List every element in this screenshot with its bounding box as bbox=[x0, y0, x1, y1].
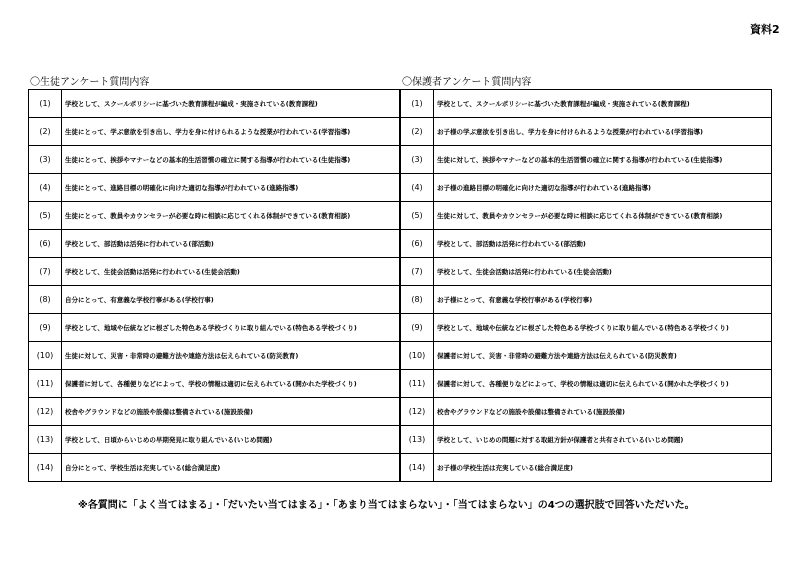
question-row bbox=[29, 342, 400, 370]
question-row bbox=[401, 454, 772, 482]
question-text: 生徒にとって、進路目標の明確化に向けた適切な指導が行われている(進路指導) bbox=[62, 174, 400, 202]
question-number: (14) bbox=[29, 454, 62, 482]
document-label: 資料2 bbox=[750, 23, 780, 36]
question-row bbox=[29, 370, 400, 398]
question-row bbox=[29, 118, 400, 146]
question-row bbox=[401, 342, 772, 370]
parent-survey-section bbox=[400, 76, 772, 482]
question-number: (7) bbox=[29, 258, 62, 286]
question-number: (11) bbox=[29, 370, 62, 398]
question-row bbox=[29, 314, 400, 342]
question-text: 学校として、部活動は活発に行われている(部活動) bbox=[62, 230, 400, 258]
question-row bbox=[29, 174, 400, 202]
question-row bbox=[401, 258, 772, 286]
question-number: (4) bbox=[29, 174, 62, 202]
question-text: 学校として、地域や伝統などに根ざした特色ある学校づくりに取り組んでいる(特色ある学校づくり) bbox=[62, 314, 400, 342]
question-text: 保護者に対して、各種便りなどによって、学校の情報は適切に伝えられている(開かれた学校づくり) bbox=[434, 370, 772, 398]
question-row bbox=[401, 146, 772, 174]
question-row bbox=[401, 398, 772, 426]
question-number: (9) bbox=[29, 314, 62, 342]
question-row bbox=[29, 286, 400, 314]
question-row bbox=[401, 202, 772, 230]
question-text: 学校として、スクールポリシーに基づいた教育課程が編成・実施されている(教育課程) bbox=[62, 90, 400, 118]
question-text: 保護者に対して、各種便りなどによって、学校の情報は適切に伝えられている(開かれた学校づくり) bbox=[62, 370, 400, 398]
question-row bbox=[401, 370, 772, 398]
question-text: 生徒に対して、教員やカウンセラーが必要な時に相談に応じてくれる体制ができている(教育相談) bbox=[434, 202, 772, 230]
question-text: 自分にとって、有意義な学校行事がある(学校行事) bbox=[62, 286, 400, 314]
question-number: (7) bbox=[401, 258, 434, 286]
question-text: 学校として、地域や伝統などに根ざした特色ある学校づくりに取り組んでいる(特色ある学校づくり) bbox=[434, 314, 772, 342]
question-number: (4) bbox=[401, 174, 434, 202]
question-number: (11) bbox=[401, 370, 434, 398]
question-text: 学校として、スクールポリシーに基づいた教育課程が編成・実施されている(教育課程) bbox=[434, 90, 772, 118]
question-number: (5) bbox=[401, 202, 434, 230]
question-row bbox=[401, 90, 772, 118]
question-row bbox=[401, 426, 772, 454]
question-text: 生徒にとって、教員やカウンセラーが必要な時に相談に応じてくれる体制ができている(教育相談) bbox=[62, 202, 400, 230]
question-number: (2) bbox=[401, 118, 434, 146]
question-number: (13) bbox=[401, 426, 434, 454]
question-text: お子様の進路目標の明確化に向けた適切な指導が行われている(進路指導) bbox=[434, 174, 772, 202]
question-text: 生徒に対して、挨拶やマナーなどの基本的生活習慣の確立に関する指導が行われている(生徒指導) bbox=[434, 146, 772, 174]
question-number: (1) bbox=[29, 90, 62, 118]
question-number: (3) bbox=[29, 146, 62, 174]
question-number: (5) bbox=[29, 202, 62, 230]
question-number: (12) bbox=[29, 398, 62, 426]
question-text: 生徒にとって、挨拶やマナーなどの基本的生活習慣の確立に関する指導が行われている(生徒指導) bbox=[62, 146, 400, 174]
question-row bbox=[401, 174, 772, 202]
question-row bbox=[29, 202, 400, 230]
question-text: お子様の学校生活は充実している(総合満足度) bbox=[434, 454, 772, 482]
question-row bbox=[29, 146, 400, 174]
question-text: 生徒に対して、災害・非常時の避難方法や連絡方法は伝えられている(防災教育) bbox=[62, 342, 400, 370]
question-number: (12) bbox=[401, 398, 434, 426]
question-text: 学校として、生徒会活動は活発に行われている(生徒会活動) bbox=[62, 258, 400, 286]
question-text: 学校として、日頃からいじめの早期発見に取り組んでいる(いじめ問題) bbox=[62, 426, 400, 454]
question-number: (8) bbox=[401, 286, 434, 314]
question-row bbox=[29, 398, 400, 426]
parent-survey-table bbox=[400, 89, 772, 482]
question-number: (10) bbox=[29, 342, 62, 370]
question-row bbox=[401, 314, 772, 342]
question-number: (10) bbox=[401, 342, 434, 370]
question-text: 学校として、生徒会活動は活発に行われている(生徒会活動) bbox=[434, 258, 772, 286]
question-row bbox=[29, 258, 400, 286]
question-number: (14) bbox=[401, 454, 434, 482]
question-text: 校舎やグラウンドなどの施設や設備は整備されている(施設設備) bbox=[62, 398, 400, 426]
student-survey-table bbox=[28, 89, 400, 482]
question-number: (6) bbox=[29, 230, 62, 258]
parent-survey-title: 〇保護者アンケート質問内容 bbox=[402, 77, 532, 88]
question-text: お子様にとって、有意義な学校行事がある(学校行事) bbox=[434, 286, 772, 314]
answer-options-note: ※各質問に「よく当てはまる」・「だいたい当てはまる」・「あまり当てはまらない」・「当てはまらない」の4つの選択肢で回答いただいた。 bbox=[78, 500, 695, 511]
question-text: 学校として、いじめの問題に対する取組方針が保護者と共有されている(いじめ問題) bbox=[434, 426, 772, 454]
question-row bbox=[29, 426, 400, 454]
student-survey-section bbox=[28, 76, 400, 482]
student-survey-title: 〇生徒アンケート質問内容 bbox=[30, 77, 150, 88]
question-number: (3) bbox=[401, 146, 434, 174]
question-row bbox=[401, 118, 772, 146]
question-text: 自分にとって、学校生活は充実している(総合満足度) bbox=[62, 454, 400, 482]
question-row bbox=[401, 230, 772, 258]
question-text: 保護者に対して、災害・非常時の避難方法や連絡方法は伝えられている(防災教育) bbox=[434, 342, 772, 370]
question-number: (9) bbox=[401, 314, 434, 342]
question-row bbox=[29, 90, 400, 118]
question-text: お子様の学ぶ意欲を引き出し、学力を身に付けられるような授業が行われている(学習指導) bbox=[434, 118, 772, 146]
question-row bbox=[29, 230, 400, 258]
question-text: 校舎やグラウンドなどの施設や設備は整備されている(施設設備) bbox=[434, 398, 772, 426]
question-number: (13) bbox=[29, 426, 62, 454]
question-number: (6) bbox=[401, 230, 434, 258]
question-text: 学校として、部活動は活発に行われている(部活動) bbox=[434, 230, 772, 258]
question-number: (8) bbox=[29, 286, 62, 314]
question-row bbox=[29, 454, 400, 482]
question-number: (1) bbox=[401, 90, 434, 118]
question-text: 生徒にとって、学ぶ意欲を引き出し、学力を身に付けられるような授業が行われている(学習指導) bbox=[62, 118, 400, 146]
question-row bbox=[401, 286, 772, 314]
question-number: (2) bbox=[29, 118, 62, 146]
